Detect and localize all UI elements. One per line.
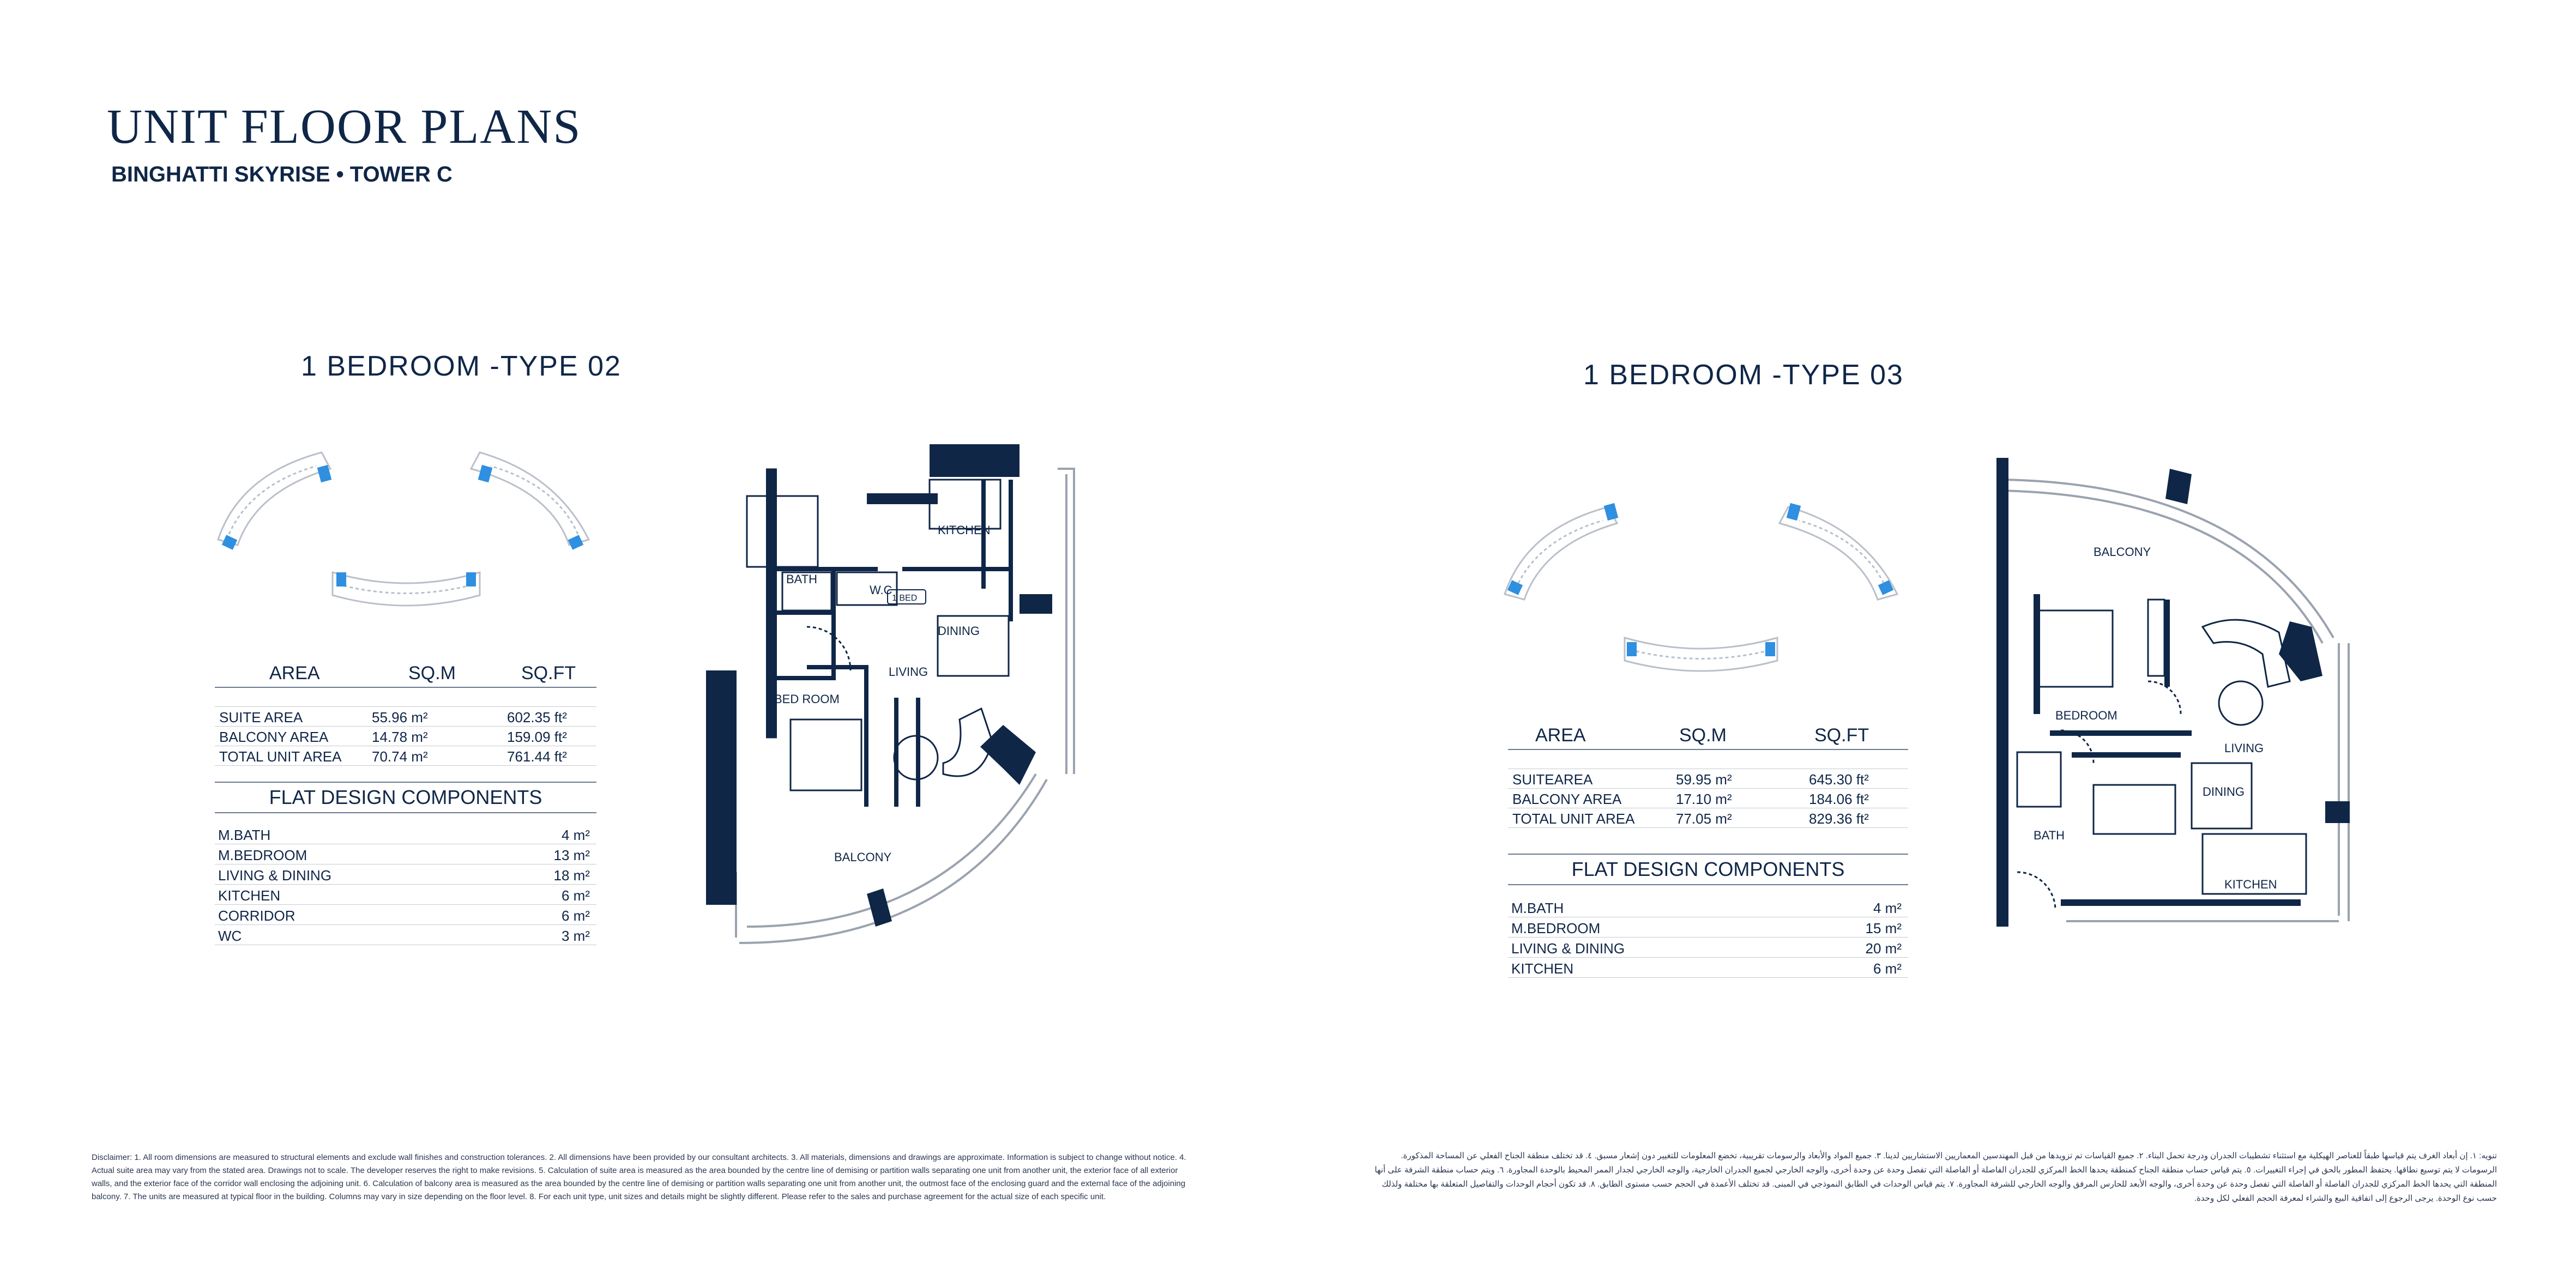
plan-label-balcony: BALCONY (834, 850, 892, 864)
area-table-type-03 (1508, 725, 1908, 828)
plan-label-living: LIVING (2224, 741, 2264, 755)
svg-text:1 BED: 1 BED (892, 594, 918, 603)
components-table-type-02 (215, 782, 596, 945)
area-header-sqft: SQ.FT (521, 663, 576, 684)
area-table-type-02 (215, 663, 596, 766)
component-row: KITCHEN 6 m² (215, 885, 596, 905)
component-row: M.BATH 4 m² (1508, 897, 1908, 917)
area-header-sqm: SQ.M (408, 663, 456, 684)
area-header-area: AREA (1535, 725, 1586, 746)
floor-plan-type-02 (698, 436, 1101, 959)
component-row: M.BEDROOM 13 m² (215, 844, 596, 864)
component-row: LIVING & DINING 20 m² (1508, 938, 1908, 958)
page-subtitle: BINGHATTI SKYRISE • TOWER C (111, 162, 453, 186)
plan-label-bedroom: BEDROOM (2055, 709, 2117, 722)
component-row: M.BATH 4 m² (215, 824, 596, 844)
area-row: SUITE AREA 55.96 m² 602.35 ft² (215, 707, 596, 727)
area-header-sqm: SQ.M (1679, 725, 1727, 746)
plan-label-bedroom: BED ROOM (774, 692, 840, 706)
component-row: CORRIDOR 6 m² (215, 905, 596, 925)
unit-title-type-03: 1 BEDROOM -TYPE 03 (1583, 359, 1904, 391)
component-row: KITCHEN 6 m² (1508, 958, 1908, 978)
area-row: TOTAL UNIT AREA 70.74 m² 761.44 ft² (215, 746, 596, 766)
components-title: FLAT DESIGN COMPONENTS (1508, 854, 1908, 885)
plan-label-balcony: BALCONY (2094, 545, 2151, 559)
plan-label-dining: DINING (2203, 785, 2245, 799)
key-plan-type-03 (1494, 491, 1919, 687)
area-row: BALCONY AREA 17.10 m² 184.06 ft² (1508, 789, 1908, 808)
disclaimer-arabic: تنويه: ١. إن أبعاد الغرف يتم قياسها طبقاً للعناصر الهيكلية مع استثناء تشطيبات الجدران ودرجة تحمل البناء. ٢. جميع القياسات تم تزويدها من قبل المهندسين المعماريين الاستشاريين لدينا. ٣. جميع المواد والأبعاد والرسومات تقريبية، تخضع المعلومات للتغيير دون إشعار مسبق. ٤. قد تختلف منطقة الجناح الفعلي عن المساحة المذكورة. الرسومات لا يتم توسيع نطاقها. يحتفظ المطور بالحق في إجراء التغييرات. ٥. يتم قياس حساب منطقة الجناح كمنطقة يحدها الخط المركزي للجدران الفاصلة أو الفاصلة التي تفصل وحدة عن وحدة أخرى، والوجه الخارجي لجميع الجدران الخارجية، والوجه الخارجي لجدار الممر المحيط بالوحدة المجاورة. ٦. ويتم حساب منطقة الشرفة على أنها المنطقة التي يحدها الخط المركزي للجدران الفاصلة أو الفاصلة التي تفصل وحدة عن وحدة أخرى، والوجه الأبعد للحارس المرفق والوجه الخارجي للشرفة المجاورة. ٧. يتم قياس الوحدات في الطابق النموذجي في المبنى. قد تختلف الأعمدة في الحجم حسب مستوى الطابق. ٨. قد تكون أحجام الوحدات والتفاصيل المتعلقة بها مختلفة ولذلك حسب نوع الوحدة. يرجى الرجوع إلى اتفاقية البيع والشراء لمعرفة الحجم الفعلي لكل وحدة. (1374, 1151, 2497, 1203)
area-row: TOTAL UNIT AREA 77.05 m² 829.36 ft² (1508, 808, 1908, 828)
plan-label-kitchen: KITCHEN (938, 523, 991, 537)
area-header-sqft: SQ.FT (1814, 725, 1869, 746)
area-header-area: AREA (269, 663, 320, 684)
component-row: LIVING & DINING 18 m² (215, 864, 596, 885)
components-title: FLAT DESIGN COMPONENTS (215, 782, 596, 813)
component-row: WC 3 m² (215, 925, 596, 945)
components-table-type-03 (1508, 854, 1908, 978)
page-title: UNIT FLOOR PLANS (107, 100, 582, 154)
floor-plan-type-03 (1984, 447, 2410, 970)
plan-label-bath: BATH (2034, 829, 2065, 842)
plan-label-dining: DINING (938, 624, 980, 638)
plan-label-kitchen: KITCHEN (2224, 878, 2277, 891)
disclaimer-english: Disclaimer: 1. All room dimensions are measured to structural elements and exclude wall finishes and construction tolerances. 2. All dimensions have been provided by our consultant architects. 3. All materials, dimensions and drawings are approximate. Information is subject to change without notice. 4. Actual suite area may vary from the stated area. Drawings not to scale. The developer reserves the right to make revisions. 5. Calculation of suite area is measured as the area bounded by the centre line of demising or partition walls separating one unit from another unit, the exterior face of all exterior walls, and the exterior face of the corridor wall enclosing the adjoining unit. 6. Calculation of balcony area is measured as the area bounded by the centre line of demising or partition walls separating one unit from another unit, the outmost face of the enclosing guard and the external face of the adjoining balcony. 7. The units are measured at typical floor in the building. Columns may vary in size depending on the floor level. 8. For each unit type, unit sizes and details might be slightly different. Please refer to the sales and purchase agreement for the actual size of each specific unit. (92, 1153, 1186, 1201)
component-row: M.BEDROOM 15 m² (1508, 917, 1908, 938)
area-row: SUITEAREA 59.95 m² 645.30 ft² (1508, 769, 1908, 789)
plan-tag-1-bed (888, 590, 926, 604)
unit-title-type-02: 1 BEDROOM -TYPE 02 (301, 350, 622, 382)
plan-label-bath: BATH (786, 572, 818, 586)
plan-label-wc: W.C (870, 583, 892, 597)
area-row: BALCONY AREA 14.78 m² 159.09 ft² (215, 727, 596, 746)
plan-label-living: LIVING (889, 665, 928, 679)
key-plan-type-02 (207, 436, 611, 621)
